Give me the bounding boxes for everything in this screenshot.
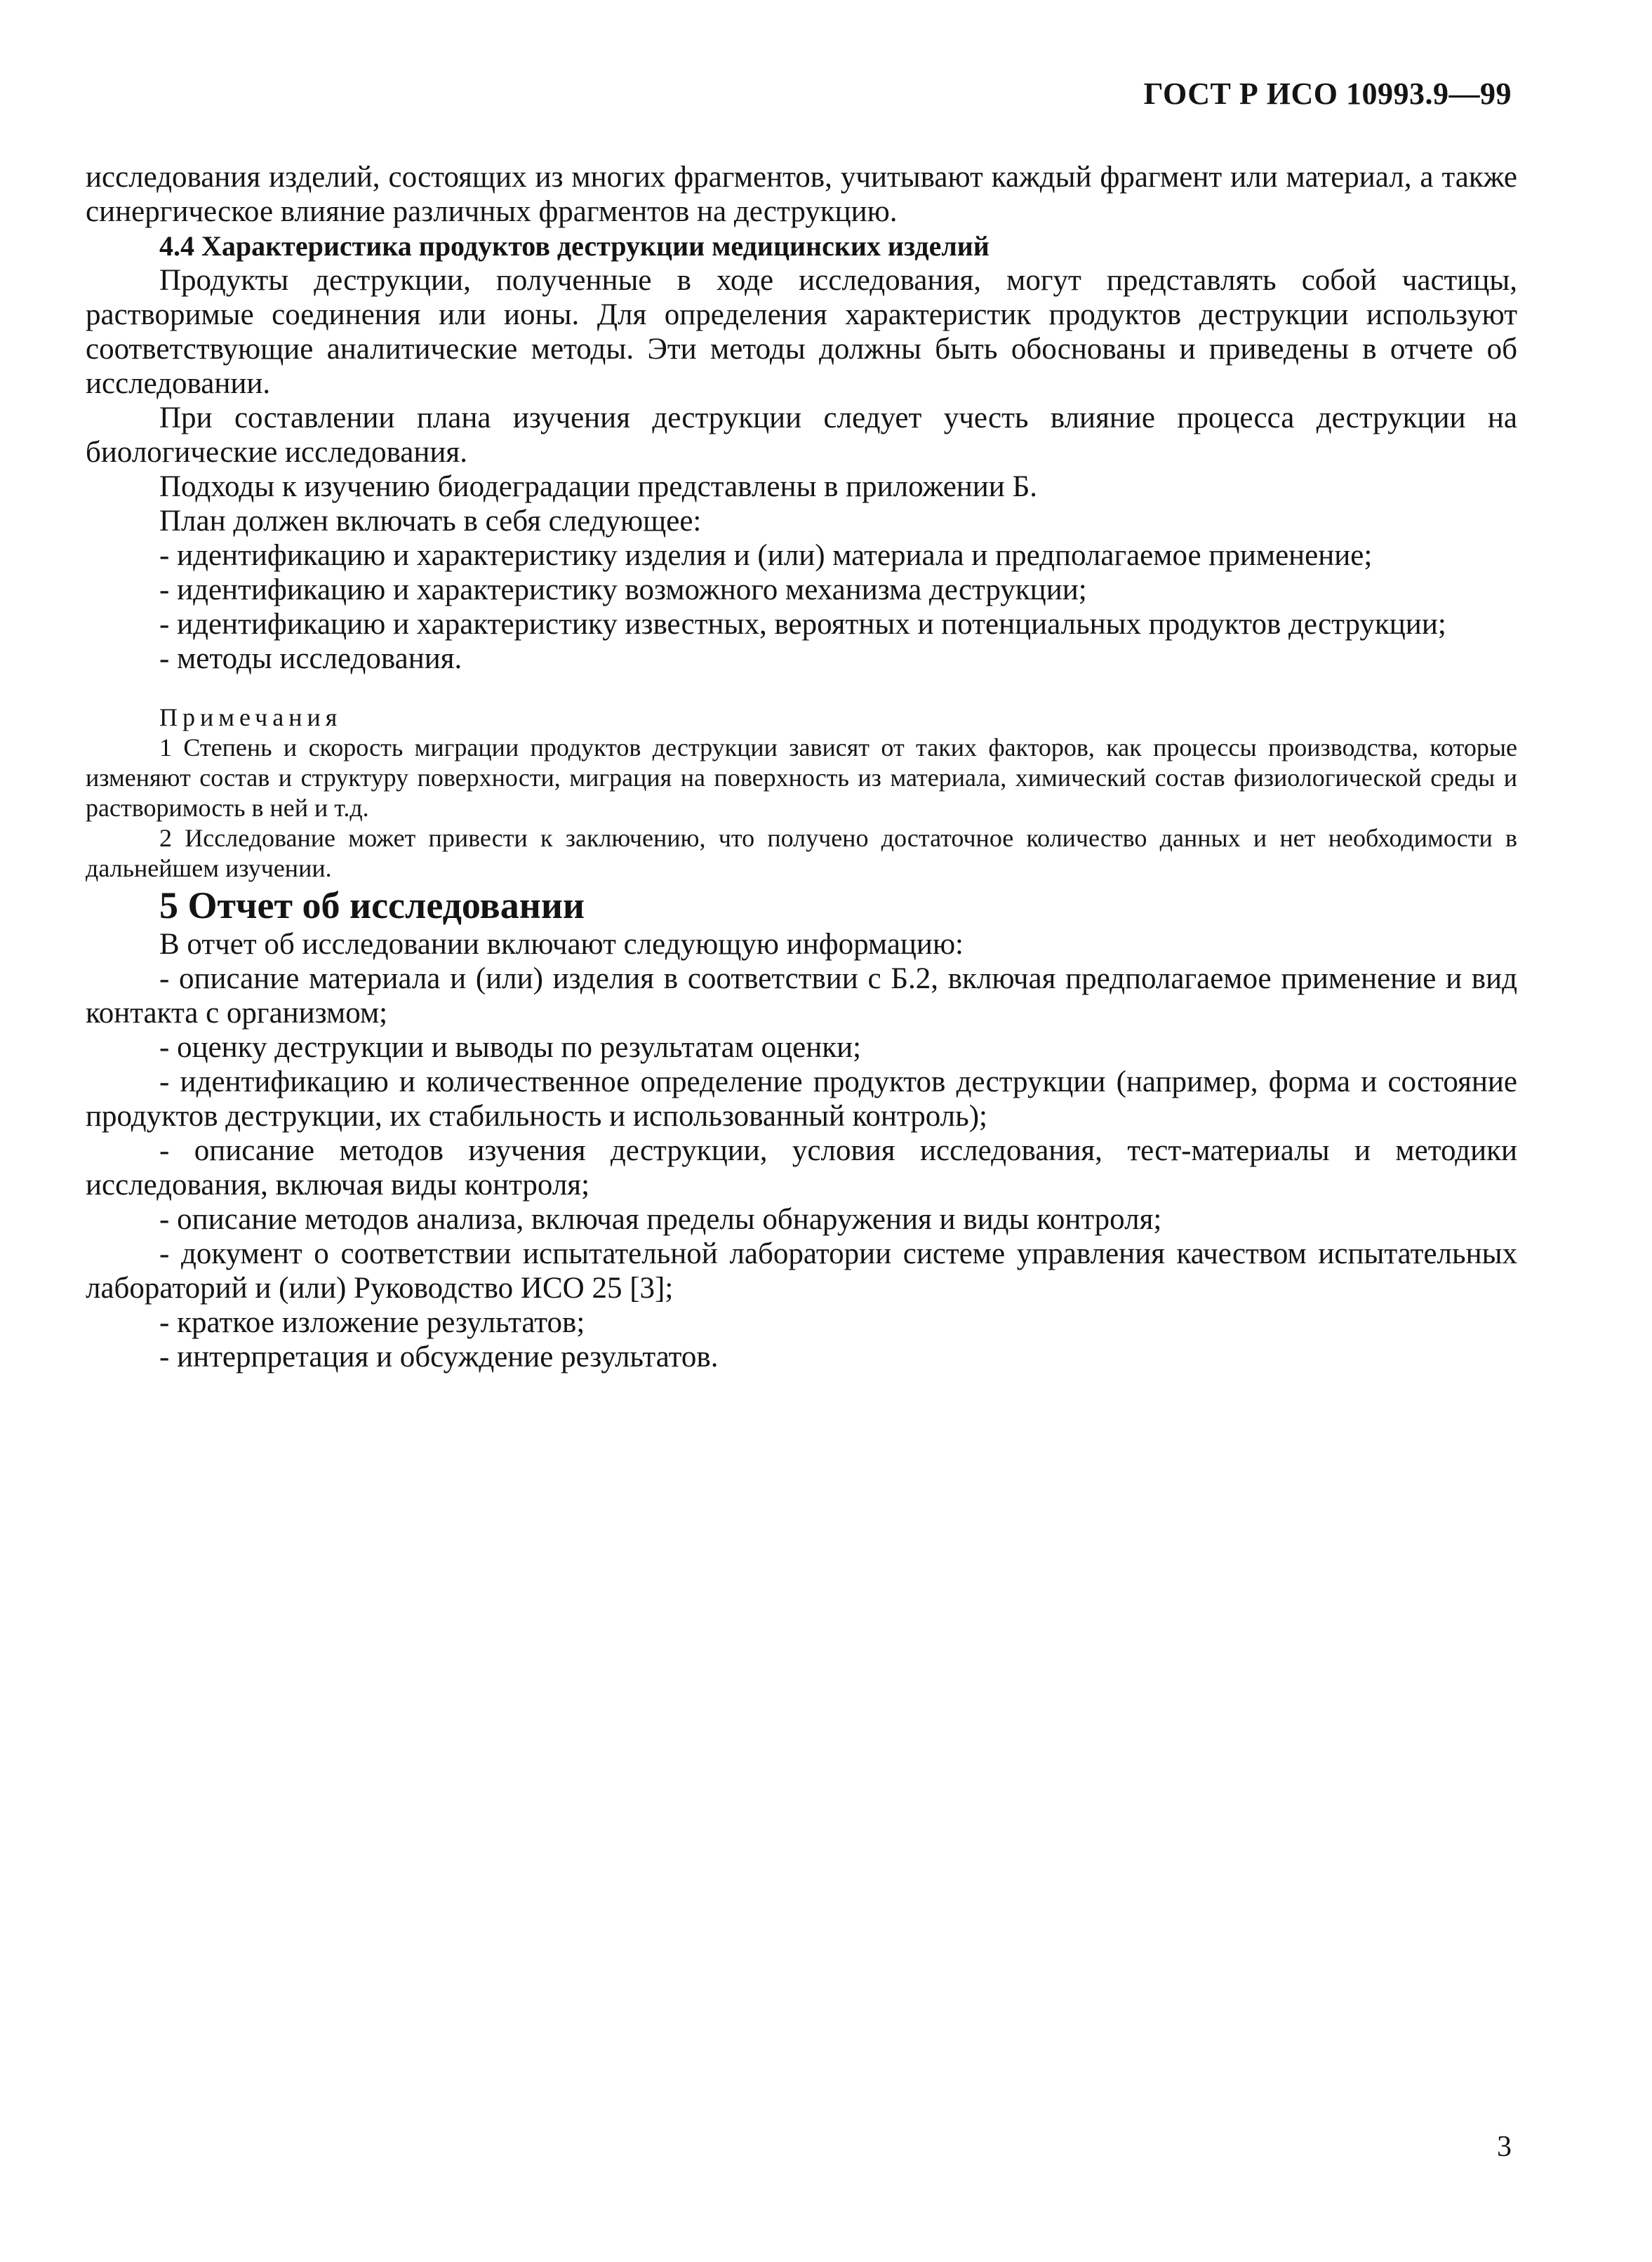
report-list-item: - описание методов анализа, включая пределы обнаружения и виды контроля;	[159, 1203, 1162, 1236]
notes-block	[86, 703, 1517, 884]
plan-list-item: - идентификацию и характеристику изделия и (или) материала и предполагаемое применение;	[159, 539, 1373, 572]
plan-list-item: - идентификацию и характеристику возможного механизма деструкции;	[159, 573, 1087, 606]
paragraph-study-plan: При составлении плана изучения деструкции следует учесть влияние процесса деструкции на биологические исследования.	[86, 401, 1517, 469]
subsection-4-4-title: 4.4 Характеристика продуктов деструкции медицинских изделий	[159, 230, 990, 262]
report-list-item: - документ о соответствии испытательной лаборатории системе управления качеством испытательных лабораторий и (или) Руководство ИСО 25 [3];	[86, 1237, 1517, 1305]
report-list-item: - интерпретация и обсуждение результатов.	[159, 1340, 719, 1373]
note-item: 1 Степень и скорость миграции продуктов деструкции зависят от таких факторов, как процессы производства, которые изменяют состав и структуру поверхности, миграция на поверхность из материала, химический состав физиологической среды и растворимость в ней и т.д.	[86, 733, 1517, 822]
page-number: 3	[1497, 2131, 1512, 2163]
report-list-item: - оценку деструкции и выводы по результатам оценки;	[159, 1031, 862, 1064]
report-list-item: - описание методов изучения деструкции, условия исследования, тест-материалы и методики исследования, включая виды контроля;	[86, 1134, 1517, 1202]
plan-list-item: - методы исследования.	[159, 642, 462, 675]
paragraph-degradation-products: Продукты деструкции, полученные в ходе исследования, могут представлять собой частицы, растворимые соединения или ионы. Для определения характеристик продуктов деструкции используют соответствующие аналитические методы. Эти методы должны быть обоснованы и приведены в отчете об исследовании.	[86, 264, 1517, 400]
report-list-item: - идентификацию и количественное определение продуктов деструкции (например, форма и состояние продуктов деструкции, их стабильность и использованный контроль);	[86, 1065, 1517, 1133]
paragraph-plan-intro: План должен включать в себя следующее:	[159, 505, 702, 538]
page-content	[86, 160, 1517, 1374]
report-list-item: - описание материала и (или) изделия в соответствии с Б.2, включая предполагаемое применение и вид контакта с организмом;	[86, 962, 1517, 1030]
plan-list-item: - идентификацию и характеристику известных, вероятных и потенциальных продуктов деструкции;	[159, 608, 1446, 641]
document-code-header: ГОСТ Р ИСО 10993.9—99	[1143, 76, 1512, 111]
paragraph-biodegradation-approaches: Подходы к изучению биодеградации представлены в приложении Б.	[159, 470, 1038, 503]
section-5-title: 5 Отчет об исследовании	[159, 884, 585, 926]
notes-title: Примечания	[159, 703, 342, 731]
section-5-intro: В отчет об исследовании включают следующую информацию:	[159, 928, 964, 961]
report-list-item: - краткое изложение результатов;	[159, 1306, 585, 1339]
note-item: 2 Исследование может привести к заключению, что получено достаточное количество данных и нет необходимости в дальнейшем изучении.	[86, 824, 1517, 882]
continuation-paragraph: исследования изделий, состоящих из многих фрагментов, учитывают каждый фрагмент или материал, а также синергическое влияние различных фрагментов на деструкцию.	[86, 161, 1517, 228]
